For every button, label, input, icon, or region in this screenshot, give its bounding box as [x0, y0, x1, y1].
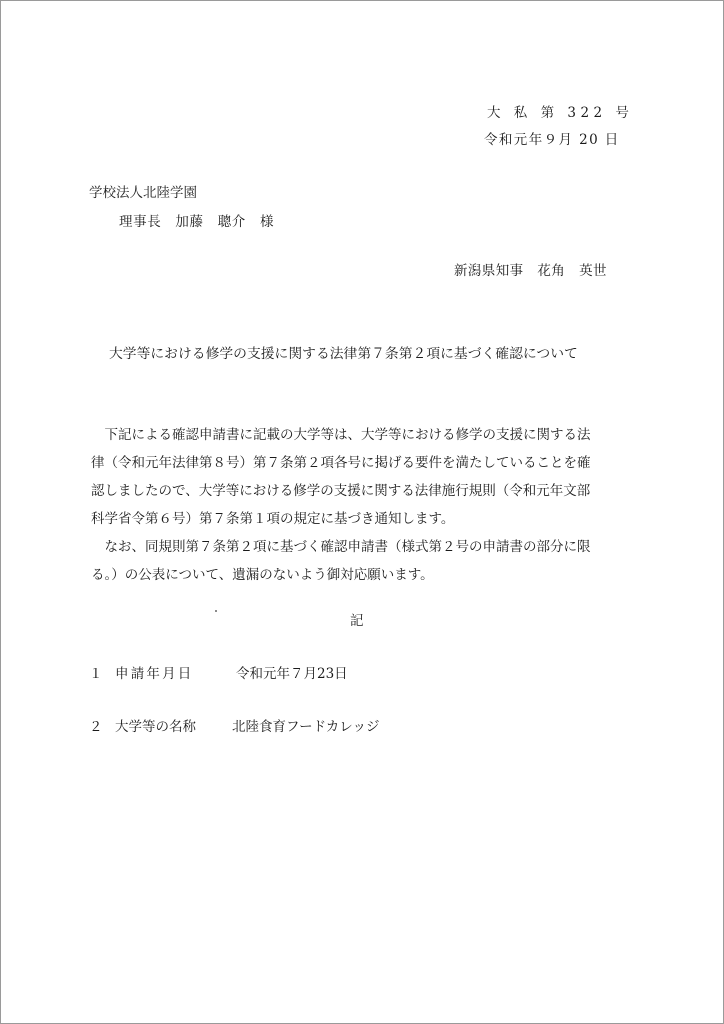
sender-name: 新潟県知事 花角 英世	[454, 263, 607, 279]
item-label: 大学等の名称	[115, 719, 196, 735]
scan-speck	[215, 610, 217, 612]
list-item	[89, 721, 380, 735]
item-value: 北陸食育フードカレッジ	[232, 719, 380, 735]
recipient-organization: 学校法人北陸学園	[89, 185, 197, 201]
recipient-name: 理事長 加藤 聰介 様	[119, 214, 275, 230]
body-line: なお、同規則第７条第２項に基づく確認申請書（様式第２号の申請書の部分に限	[91, 539, 591, 555]
issue-date: 令和元年９月 20 日	[484, 132, 620, 148]
reference-number: 大 私 第 322 号	[487, 105, 634, 121]
item-number: ２	[89, 719, 103, 735]
document-subject: 大学等における修学の支援に関する法律第７条第２項に基づく確認について	[109, 346, 578, 362]
body-line: る。）の公表について、遺漏のないよう御対応願います。	[91, 567, 434, 583]
list-item	[89, 668, 348, 682]
ki-heading: 記	[350, 613, 364, 629]
item-value: 令和元年７月23日	[236, 666, 348, 682]
body-line: 認しましたので、大学等における修学の支援に関する法律施行規則（令和元年文部	[91, 483, 591, 499]
item-number: １	[89, 666, 103, 682]
body-line: 律（令和元年法律第８号）第７条第２項各号に掲げる要件を満たしていることを確	[91, 455, 591, 471]
body-line: 下記による確認申請書に記載の大学等は、大学等における修学の支援に関する法	[91, 427, 591, 443]
body-line: 科学省令第６号）第７条第１項の規定に基づき通知します。	[91, 511, 455, 527]
item-label: 申請年月日	[115, 666, 194, 682]
